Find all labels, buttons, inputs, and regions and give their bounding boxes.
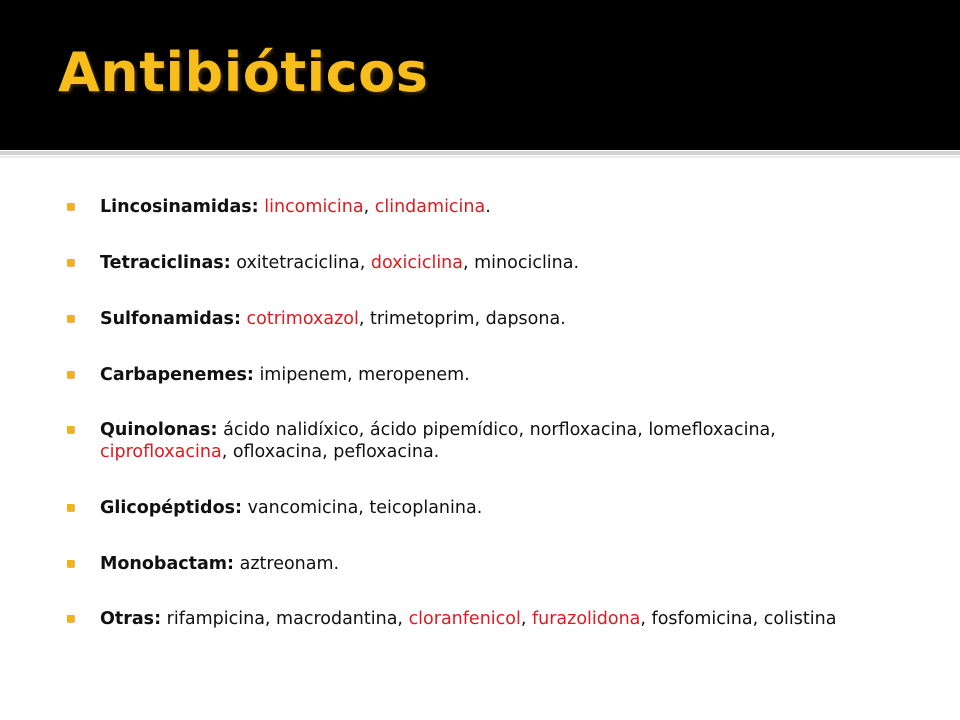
- item-term: Quinolonas:: [100, 420, 218, 440]
- item-term: Lincosinamidas:: [100, 197, 259, 217]
- item-term: Monobactam:: [100, 554, 235, 574]
- square-bullet-icon: [67, 259, 74, 266]
- highlighted-drug: lincomicina: [264, 197, 364, 217]
- title-divider-shadow: [0, 156, 960, 158]
- highlighted-drug: cotrimoxazol: [246, 309, 359, 329]
- item-term: Sulfonamidas:: [100, 309, 241, 329]
- list-item: [100, 497, 900, 519]
- item-text: ,: [363, 197, 375, 217]
- highlighted-drug: furazolidona: [531, 609, 641, 629]
- item-text: vancomicina, teicoplanina.: [242, 498, 483, 518]
- item-term: Glicopéptidos:: [100, 498, 243, 518]
- square-bullet-icon: [67, 371, 74, 378]
- title-bar: [0, 0, 960, 150]
- item-text: , trimetoprim, dapsona.: [358, 309, 566, 329]
- square-bullet-icon: [67, 615, 74, 622]
- item-text: imipenem, meropenem.: [253, 365, 470, 385]
- item-term: Carbapenemes:: [100, 365, 254, 385]
- highlighted-drug: cloranfenicol: [408, 609, 521, 629]
- title-divider: [0, 151, 960, 155]
- item-term: Otras:: [100, 609, 162, 629]
- item-text: ácido nalidíxico, ácido pipemídico, norfloxacina, lomefloxacina,: [217, 420, 776, 440]
- item-term: Tetraciclinas:: [100, 253, 231, 273]
- square-bullet-icon: [67, 426, 74, 433]
- highlighted-drug: clindamicina: [374, 197, 486, 217]
- item-text: , minociclina.: [463, 253, 580, 273]
- list-item: [100, 553, 900, 575]
- item-text: oxitetraciclina,: [230, 253, 371, 273]
- square-bullet-icon: [67, 203, 74, 210]
- square-bullet-icon: [67, 560, 74, 567]
- slide-title: Antibióticos: [58, 41, 429, 104]
- item-text: , fosfomicina, colistina: [640, 609, 837, 629]
- highlighted-drug: ciprofloxacina: [100, 442, 222, 462]
- item-text: .: [485, 197, 491, 217]
- list-item: [100, 196, 900, 218]
- highlighted-drug: doxiciclina: [370, 253, 463, 273]
- item-text: ,: [520, 609, 532, 629]
- list-item: [100, 252, 900, 274]
- item-text: , ofloxacina, pefloxacina.: [221, 442, 440, 462]
- list-item: [100, 419, 900, 463]
- item-text: aztreonam.: [234, 554, 340, 574]
- square-bullet-icon: [67, 504, 74, 511]
- list-item: [100, 364, 900, 386]
- square-bullet-icon: [67, 315, 74, 322]
- item-text: rifampicina, macrodantina,: [161, 609, 409, 629]
- list-item: [100, 308, 900, 330]
- list-item: [100, 608, 900, 630]
